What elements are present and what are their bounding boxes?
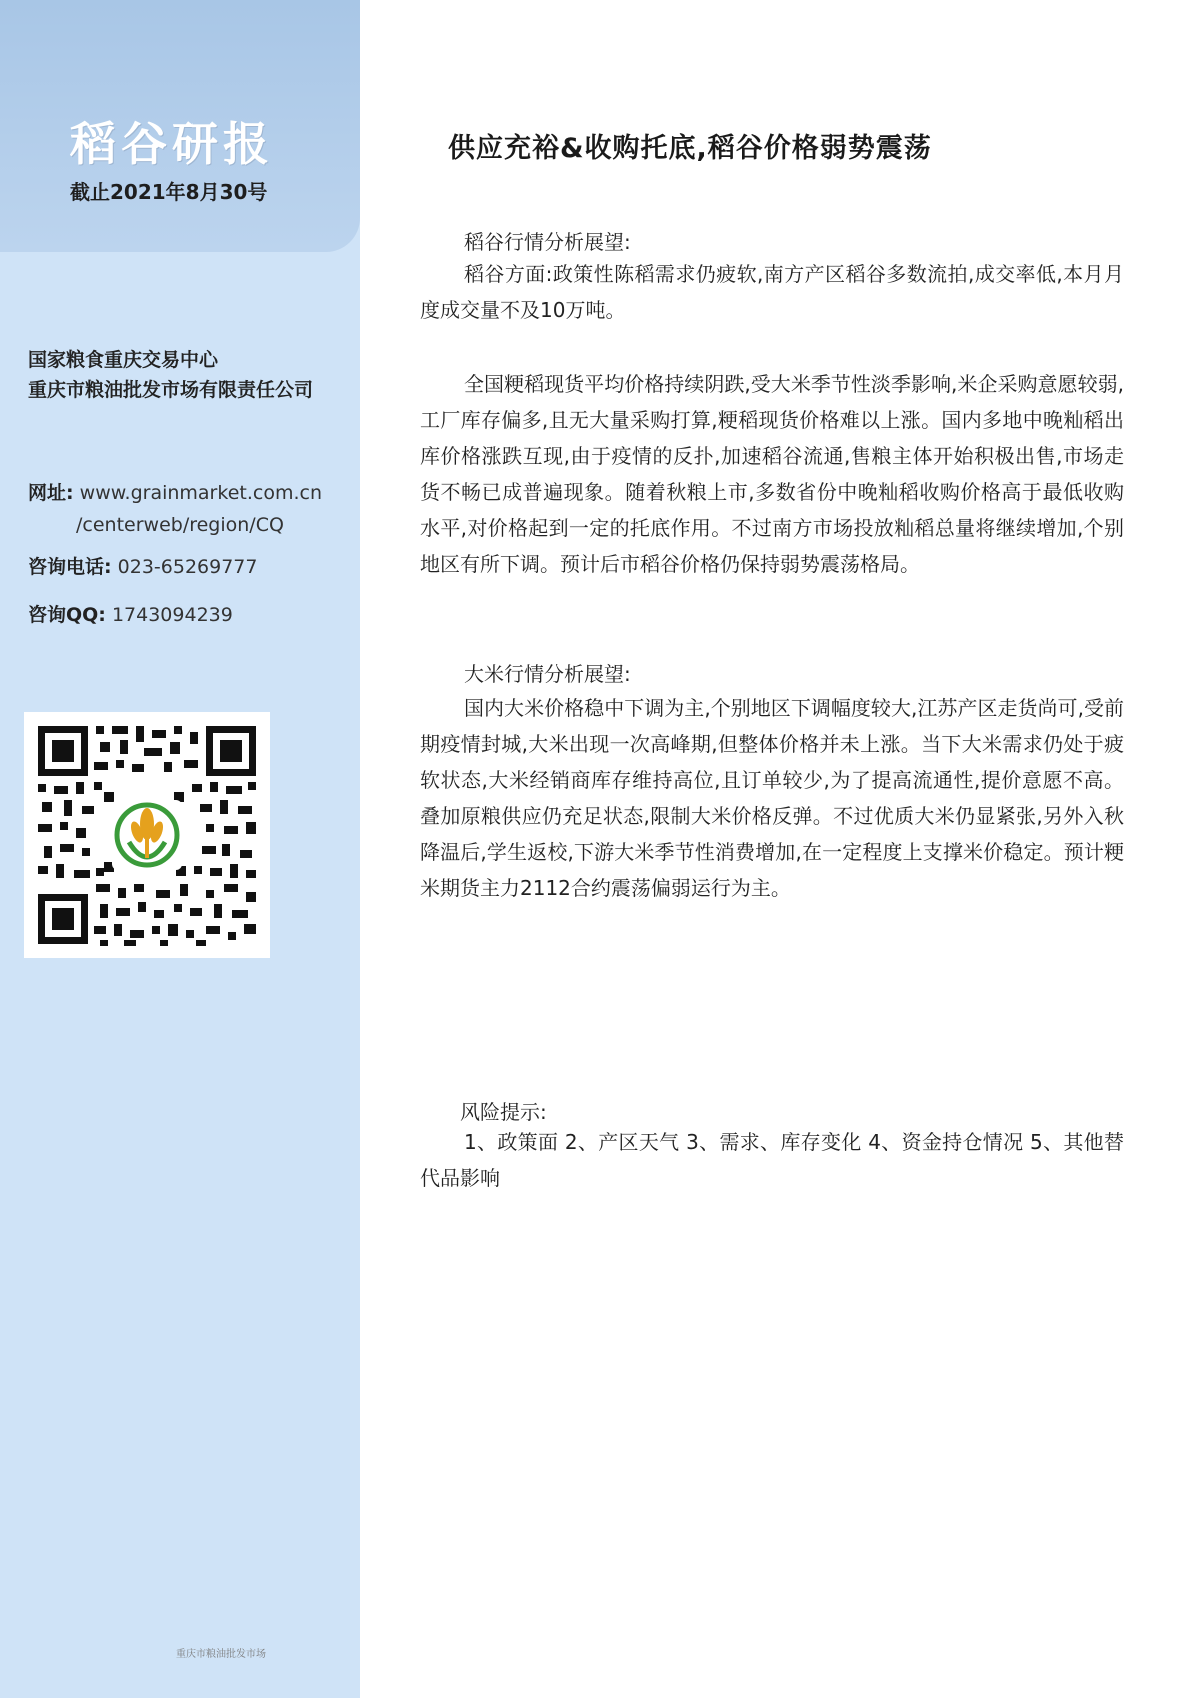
- sidebar: [0, 0, 360, 1698]
- rice-grain-paragraph-2: 全国粳稻现货平均价格持续阴跌,受大米季节性淡季影响,米企采购意愿较弱,工厂库存偏多,且无大量采购打算,粳稻现货价格难以上涨。国内多地中晚籼稻出库价格涨跌互现,由于疫情的反扑,加速稻谷流通,售粮主体开始积极出售,市场走货不畅已成普遍现象。随着秋粮上市,多数省份中晚籼稻收购价格高于最低收购水平,对价格起到一定的托底作用。不过南方市场投放籼稻总量将继续增加,个别地区有所下调。预计后市稻谷价格仍保持弱势震荡格局。: [420, 372, 1124, 576]
- website-contact: [28, 477, 322, 541]
- phone-contact: [28, 552, 257, 579]
- organization-block: [28, 345, 313, 405]
- brand-title: 稻谷研报: [70, 117, 274, 171]
- org-name-line2: 重庆市粮油批发市场有限责任公司: [28, 379, 314, 401]
- section-heading-risk: 风险提示:: [460, 1100, 547, 1124]
- phone-number: 023-65269777: [117, 556, 258, 578]
- rice-grain-paragraph-1: 稻谷方面:政策性陈稻需求仍疲软,南方产区稻谷多数流拍,成交率低,本月月度成交量不及10万吨。: [420, 262, 1124, 322]
- qq-contact: [28, 600, 233, 627]
- website-link-part2[interactable]: /centerweb/region/CQ: [76, 514, 284, 536]
- org-name-line1: 国家粮食重庆交易中心: [28, 349, 219, 371]
- section-heading-rice-grain: 稻谷行情分析展望:: [464, 230, 631, 254]
- report-date: 截止2021年8月30号: [70, 180, 268, 204]
- brand-band: [0, 0, 360, 252]
- phone-label: 咨询电话:: [28, 556, 112, 578]
- qr-caption: 重庆市粮油批发市场: [176, 1649, 266, 1660]
- wheat-logo-icon: [112, 800, 182, 870]
- website-label: 网址:: [28, 482, 74, 504]
- rice-paragraph-1: 国内大米价格稳中下调为主,个别地区下调幅度较大,江苏产区走货尚可,受前期疫情封城,大米出现一次高峰期,但整体价格并未上涨。当下大米需求仍处于疲软状态,大米经销商库存维持高位,且订单较少,为了提高流通性,提价意愿不高。叠加原粮供应仍充足状态,限制大米价格反弹。不过优质大米仍显紧张,另外入秋降温后,学生返校,下游大米季节性消费增加,在一定程度上支撑米价稳定。预计粳米期货主力2112合约震荡偏弱运行为主。: [420, 696, 1124, 900]
- qr-code: [24, 712, 270, 1660]
- qq-label: 咨询QQ:: [28, 604, 106, 626]
- risk-paragraph: 1、政策面 2、产区天气 3、需求、库存变化 4、资金持仓情况 5、其他替代品影响: [420, 1130, 1124, 1190]
- qq-number: 1743094239: [111, 604, 233, 626]
- website-link-part1[interactable]: www.grainmarket.com.cn: [79, 482, 322, 504]
- page-title: 供应充裕&收购托底,稻谷价格弱势震荡: [448, 133, 932, 164]
- qr-code-graphic: [24, 712, 270, 958]
- section-heading-rice: 大米行情分析展望:: [464, 662, 631, 686]
